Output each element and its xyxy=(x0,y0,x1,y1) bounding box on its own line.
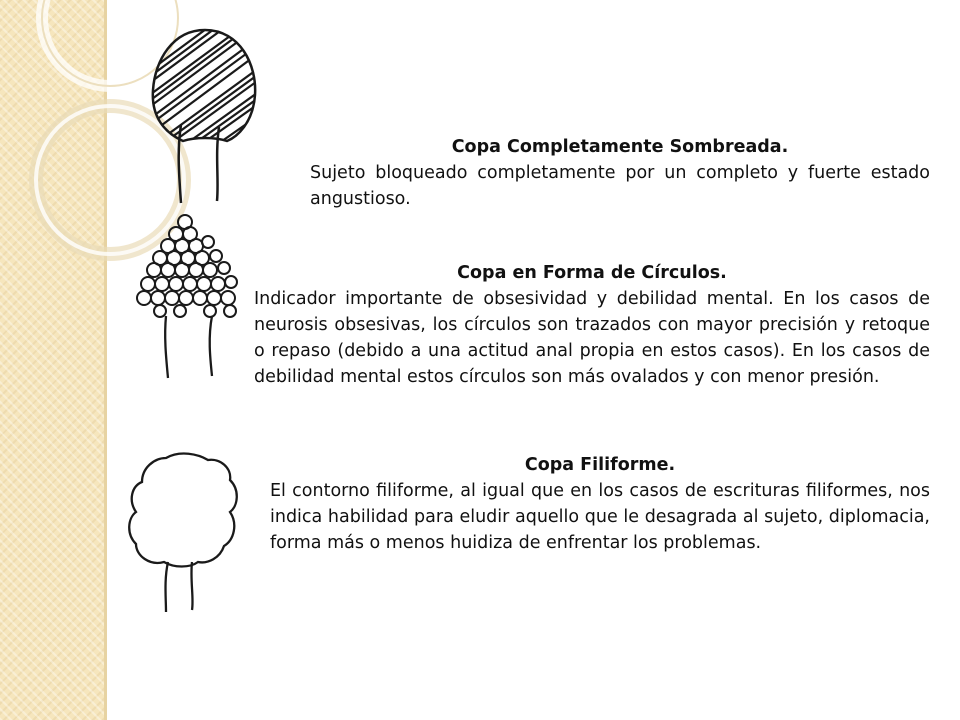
shaded-crown-tree-icon xyxy=(145,25,265,210)
section-title: Copa Completamente Sombreada. xyxy=(451,137,789,157)
filiform-crown-tree-icon xyxy=(120,450,250,615)
section-body: Sujeto bloqueado completamente por un completo y fuerte estado angustioso. xyxy=(310,163,930,209)
section-body: Indicador importante de obsesividad y debilidad mental. En los casos de neurosis obsesivas, los círculos son trazados con mayor precisión y retoque o repaso (debido a una actitud anal propia en estos casos). En los casos de debilidad mental estos círculos son más ovalados y con menor presión. xyxy=(254,289,930,387)
section-title: Copa en Forma de Círculos. xyxy=(457,263,727,283)
section-title: Copa Filiforme. xyxy=(524,455,676,475)
circles-crown-tree-icon xyxy=(130,212,255,382)
section-body: El contorno filiforme, al igual que en los casos de escrituras filiformes, nos indica habilidad para eludir aquello que le desagrada al sujeto, diplomacia, forma más o menos huidiza de enfrentar los problemas. xyxy=(270,481,930,553)
